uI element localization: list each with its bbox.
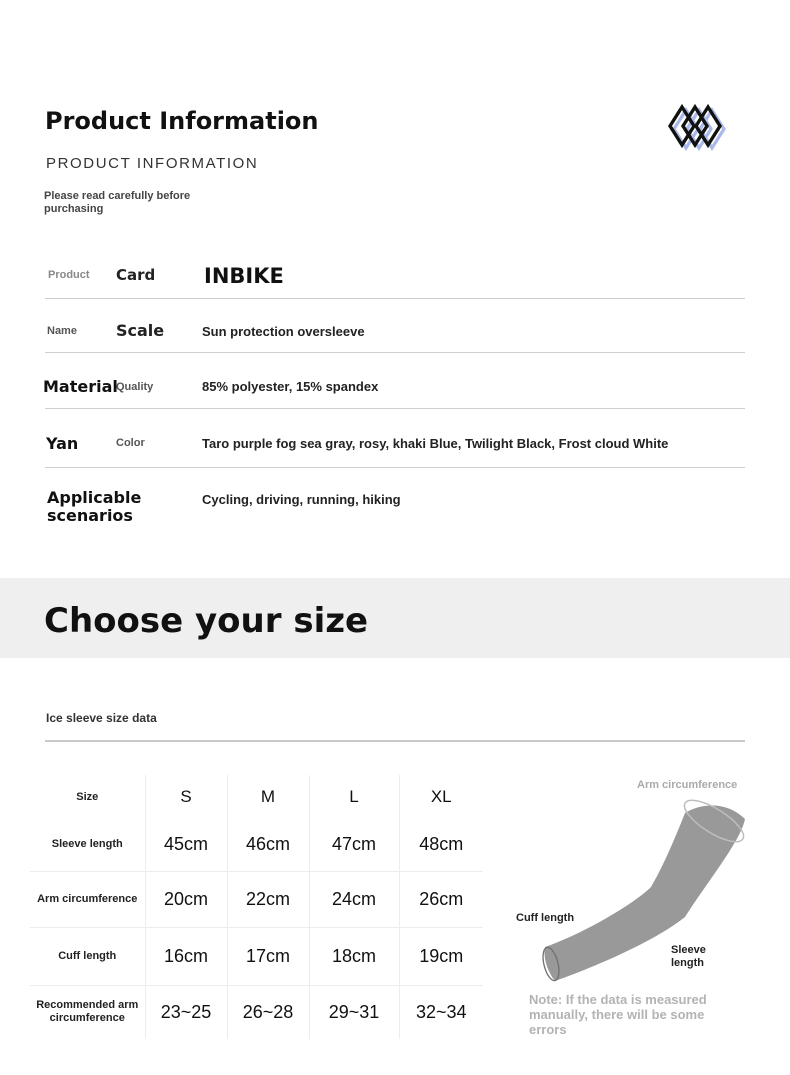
table-cell: 24cm [309, 871, 399, 927]
purchase-note: Please read carefully before purchasing [44, 190, 191, 215]
size-header-label: Size [76, 790, 99, 803]
table-cell: 26~28 [227, 985, 309, 1039]
table-row [30, 819, 483, 871]
page-title: Product Information [45, 107, 319, 135]
row-label: Recommended arm circumference [36, 999, 139, 1025]
info-label-small: Quality [116, 381, 154, 393]
sleeve-diagram [505, 775, 765, 990]
info-label-small: Product [48, 269, 90, 281]
info-label-big: Yan [46, 434, 79, 453]
table-cell: 47cm [309, 819, 399, 871]
brand-value: INBIKE [204, 264, 284, 288]
divider [45, 408, 745, 409]
table-row [30, 871, 483, 927]
table-cell: 16cm [145, 927, 227, 985]
triple-diamond-logo-icon [666, 100, 732, 154]
info-label-small: Color [116, 437, 145, 449]
sleeve-length-label: Sleeve length [671, 944, 706, 969]
table-row [30, 985, 483, 1039]
size-column-header: M [227, 775, 309, 819]
divider [45, 298, 745, 299]
row-label: Arm circumference [30, 871, 145, 927]
page-subtitle: PRODUCT INFORMATION [46, 155, 259, 172]
info-label-big: Card [116, 266, 156, 284]
size-table [30, 775, 483, 1039]
info-label-big: Applicable scenarios [47, 488, 142, 525]
table-row [30, 927, 483, 985]
table-cell: 48cm [399, 819, 483, 871]
info-label-small: Name [47, 325, 77, 337]
row-label: Sleeve length [30, 819, 145, 871]
size-column-header: S [145, 775, 227, 819]
arm-circumference-label: Arm circumference [637, 779, 738, 791]
table-cell: 23~25 [145, 985, 227, 1039]
size-column-header: L [309, 775, 399, 819]
measurement-note: Note: If the data is measured manually, there will be some errors [529, 992, 707, 1037]
table-cell: 26cm [399, 871, 483, 927]
table-cell: 29~31 [309, 985, 399, 1039]
table-cell: 32~34 [399, 985, 483, 1039]
table-cell: 46cm [227, 819, 309, 871]
table-cell: 20cm [145, 871, 227, 927]
info-label-big: Scale [116, 321, 165, 340]
info-value: Sun protection oversleeve [202, 324, 365, 339]
info-value: Cycling, driving, running, hiking [202, 492, 401, 507]
cuff-length-label: Cuff length [516, 912, 575, 924]
table-row [30, 775, 483, 819]
info-value: 85% polyester, 15% spandex [202, 379, 379, 394]
table-cell: 18cm [309, 927, 399, 985]
size-table-heading: Ice sleeve size data [46, 711, 157, 725]
size-column-header: XL [399, 775, 483, 819]
table-cell: 45cm [145, 819, 227, 871]
table-cell: 17cm [227, 927, 309, 985]
table-cell: 22cm [227, 871, 309, 927]
divider [45, 740, 745, 742]
info-value: Taro purple fog sea gray, rosy, khaki Blue, Twilight Black, Frost cloud White [202, 436, 669, 451]
size-section-title: Choose your size [44, 601, 369, 641]
divider [45, 467, 745, 468]
row-label: Cuff length [30, 927, 145, 985]
table-cell: 19cm [399, 927, 483, 985]
info-label-big: Material [43, 377, 118, 396]
divider [45, 352, 745, 353]
